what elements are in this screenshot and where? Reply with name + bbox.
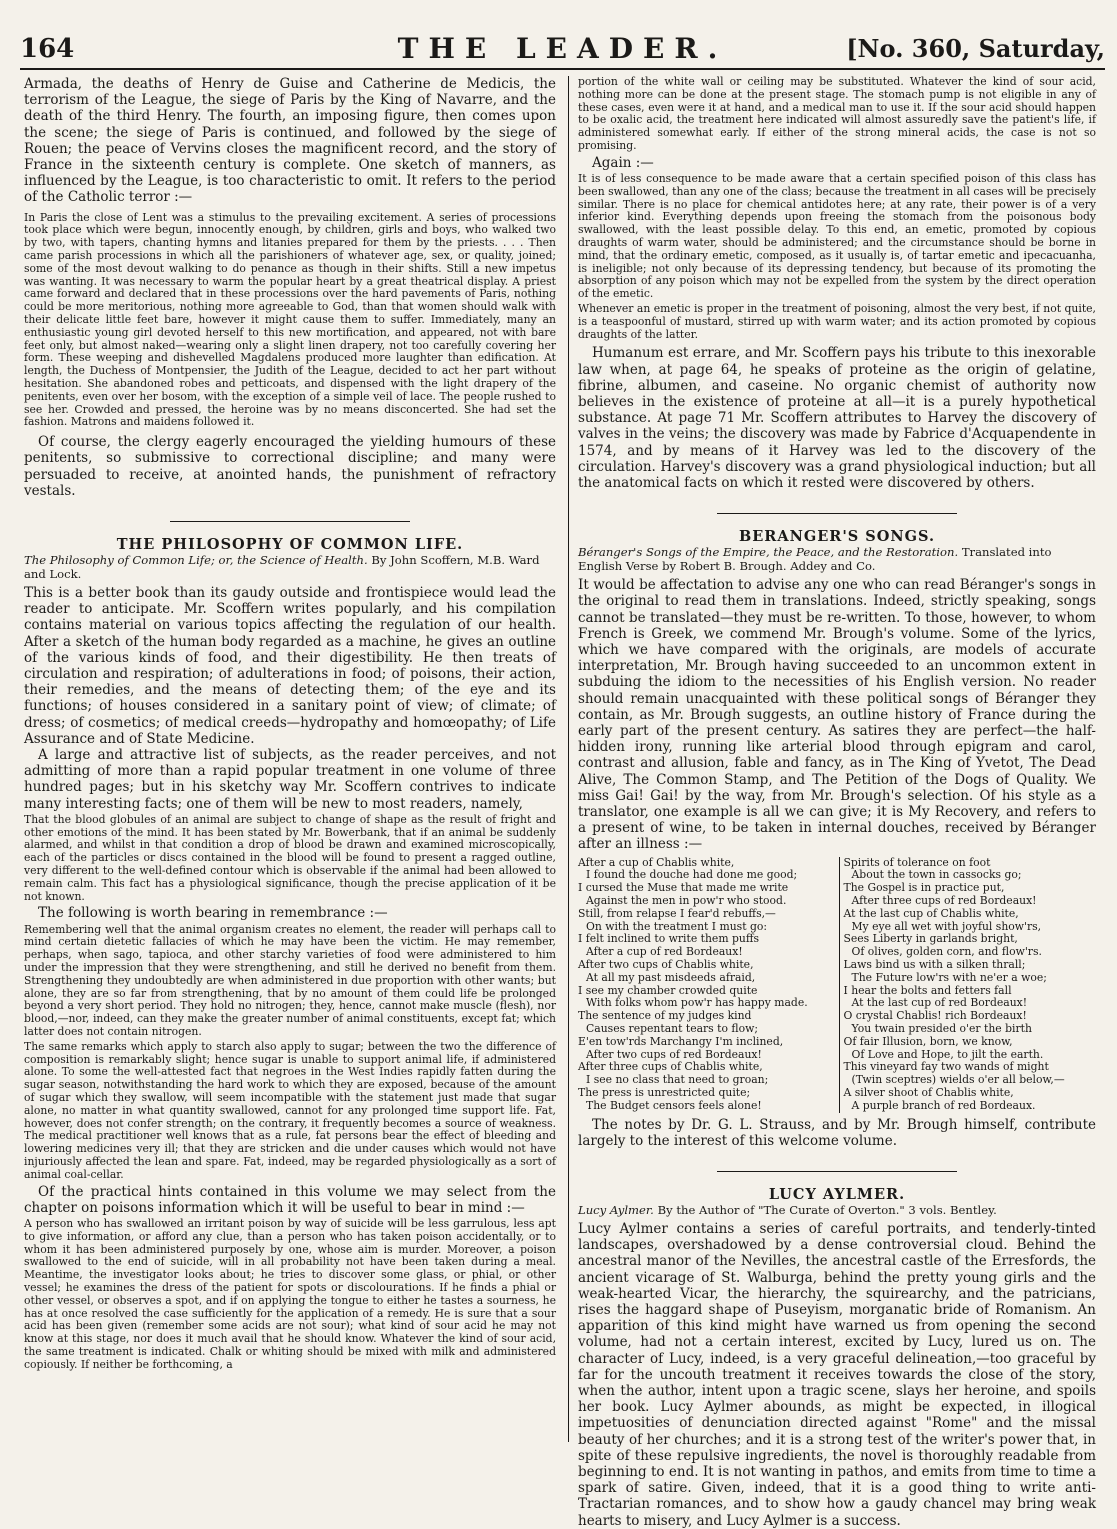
paragraph-clergy: Of course, the clergy eagerly encouraged the yielding humours of these penitents, so submissive to correctional discipline; and many were persuaded to receive, at anointed hands, the punishment of refractory vestals. xyxy=(24,434,556,499)
reference-author: By John Scoffern, M.B. Ward and Lock. xyxy=(24,552,540,581)
poem-line: A purple branch of red Bordeaux. xyxy=(851,1098,1036,1112)
poem-line: The Gospel is in practice put, xyxy=(843,881,1005,895)
poem-line: On with the treatment I must go: xyxy=(586,919,768,933)
poem-block xyxy=(578,857,1096,1113)
poem-line: Sees Liberty in garlands bright, xyxy=(843,932,1018,946)
poem-line: I felt inclined to write them puffs xyxy=(578,932,760,946)
paragraph-affectation: It would be affectation to advise any one who can read Béranger's songs in the original to read them in translations. Indeed, strictly speaking, songs cannot be translated—they must be re-written. To those, however, to whom French is Greek, we commend Mr. Brough's volume. Some of the lyrics, which we have compared with the originals, are models of accurate interpretation, Mr. Brough having succeeded to an uncommon extent in subduing the idiom to the necessities of his English version. No reader should remain unacquainted with these political songs of Béranger they contain, as Mr. Brough suggests, an outline history of France during the early part of the present century. As satires they are perfect—the half-hidden irony, running like arterial blood through epigram and carol, contrast and allusion, fable and fancy, as in The King of Yvetot, The Dead Alive, The Common Stamp, and The Petition of the Dogs of Quality. We miss Gai! Gai! by the way, from Mr. Brough's selection. Of his style as a translator, one example is all we can give; it is My Recovery, and refers to a present of wine, to be taken in internal douches, received by Béranger after an illness :— xyxy=(578,577,1096,853)
poem-line: I cursed the Muse that made me write xyxy=(578,881,789,895)
paragraph-lucy: Lucy Aylmer contains a series of careful portraits, and tenderly-tinted landscapes, overshadowed by a dense controversial cloud. Behind the ancestral manor of the Nevilles, the ancestral castle of the Erresfords, the ancient vicarage of St. Walburga, behind the pretty young girls and the weak-hearted Vicar, the hierarchy, the squirearchy, and the patricians, rises the haggard shape of Puseyism, morganatic bride of Romanism. An apparition of this kind might have warned us from opening the second volume, had not a certain interest, excited by Lucy, lured us on. The character of Lucy, indeed, is a very graceful delineation,—too graceful by far for the uncouth treatment it receives towards the close of the story, when the author, intent upon a tragic scene, slays her heroine, and spoils her book. Lucy Aylmer abounds, as might be expected, in illogical impetuosities of denunciation directed against "Rome" and the missal beauty of her churches; and it is a strong test of the writer's power that, in spite of these repulsive ingredients, the novel is thoroughly readable from beginning to end. It is not wanting in pathos, and emits from time to time a spark of satire. Given, indeed, that it is a good thing to write anti-Tractarian romances, and to show how a gaudy chancel may bring weak hearts to misery, and Lucy Aylmer is a success. xyxy=(578,1220,1096,1529)
poem-line: The Future low'rs with ne'er a woe; xyxy=(851,970,1047,984)
quote-poison: A person who has swallowed an irritant poison by way of suicide will be less garrulous, less apt to give information, or afford any clue, than a person who has taken poison accidentally, or to whom it has been administered purposely by one, whose aim is murder. Moreover, a poison swallowed to the end of suicide, will in all probability not have been taken during a meal. Meantime, the investigator looks about; he tries to discover some glass, or phial, or other vessel; he examines the dress of the patient for spots or discolourations. If he finds a phial or other vessel, or observes a spot, and if on applying the tongue to either he tastes a sourness, he has at once resolved the case sufficiently for the application of a remedy. He is sure that a sour acid has been given (remember some acids are not sour); what kind of sour acid he may not know at this stage, nor does it much avail that he should know. Whatever the kind of sour acid, the same treatment is indicated. Chalk or whiting should be mixed with milk and administered copiously. If neither be forthcoming, a xyxy=(24,1216,556,1371)
paragraph-practical: Of the practical hints contained in this volume we may select from the chapter on poisons information which it will be useful to bear in mind :— xyxy=(24,1183,556,1216)
review-reference-2 xyxy=(578,545,1096,573)
quote-portion: portion of the white wall or ceiling may be substituted. Whatever the kind of sour acid, nothing more can be done at the present stage. The stomach pump is not eligible in any of these cases, even were it at hand, and a medical man to use it. If the sour acid should happen to be oxalic acid, the treatment here indicated will almost assuredly save the patient's life, if administered somewhat early. If either of the strong mineral acids, the case is not so promising. xyxy=(578,75,1096,152)
poem-line: After two cups of red Bordeaux! xyxy=(586,1047,762,1061)
poem-line: E'en tow'rds Marchangy I'm inclined, xyxy=(578,1034,784,1048)
poem-line: About the town in cassocks go; xyxy=(851,868,1022,882)
poem-line: The press is unrestricted quite; xyxy=(578,1085,751,1099)
section-divider-3 xyxy=(717,1171,957,1172)
poem-line: Of olives, golden corn, and flow'rs. xyxy=(851,945,1042,959)
paragraph-again: Again :— xyxy=(592,154,654,171)
poem-line: The sentence of my judges kind xyxy=(578,1009,752,1023)
reference-book-title: The Philosophy of Common Life; or, the Science of Health. xyxy=(24,552,368,567)
quote-sugar: The same remarks which apply to starch also apply to sugar; between the two the difference of composition is remarkably slight; hence sugar is unable to support animal life, if administered alone. To some the well-attested fact that negroes in the West Indies rapidly fatten during the sugar season, notwithstanding the hard work to which they are exposed, because of the amount of sugar which they swallow, will seem incompatible with the statement just made that sugar alone, no matter in what quantity swallowed, cannot for any prolonged time support life. Fat, however, does not confer strength; on the contrary, it frequently becomes a source of weakness. The medical practitioner well knows that as a rule, fat persons bear the effect of bleeding and lowering medicines very ill; that they are stricken and die under causes which would not have injuriously affected the lean and spare. Fat, indeed, may be regarded physiologically as a sort of animal coal-cellar. xyxy=(24,1039,556,1181)
poem-right xyxy=(839,857,1097,1113)
poem-line: You twain presided o'er the birth xyxy=(851,1021,1032,1035)
section-title-lucy: LUCY AYLMER. xyxy=(768,1185,906,1203)
poem-line: Laws bind us with a silken thrall; xyxy=(843,958,1026,971)
paragraph-armada: Armada, the deaths of Henry de Guise and Catherine de Medicis, the terrorism of the League, the siege of Paris by the King of Navarre, and the death of the third Henry. The fourth, an imposing figure, then comes upon the scene; the siege of Paris is continued, and followed by the siege of Rouen; the peace of Vervins closes the magnificent record, and the story of France in the sixteenth century is complete. One sketch of manners, as influenced by the League, is too characteristic to omit. It refers to the period of the Catholic terror :— xyxy=(24,76,556,206)
poem-line: I found the douche had done me good; xyxy=(586,868,798,882)
review-reference xyxy=(24,553,556,581)
reference-book-title-3: Lucy Aylmer. xyxy=(578,1202,654,1217)
paragraph-humanum: Humanum est errare, and Mr. Scoffern pays his tribute to this inexorable law when, at page 64, he speaks of proteine as the origin of gelatine, fibrine, albumen, and caseine. No organic chemist of authority now believes in the existence of proteine at all—it is a purely hypothetical substance. At page 71 Mr. Scoffern attributes to Harvey the discovery of valves in the veins; the discovery was made by Fabrice d'Acquapendente in 1574, and by means of it Harvey was led to the discovery of the circulation. Harvey's discovery was a grand physiological induction; but all the anatomical facts on which it rested were discovered by others. xyxy=(578,345,1096,491)
quote-blood: That the blood globules of an animal are subject to change of shape as the result of fright and other emotions of the mind. It has been stated by Mr. Bowerbank, that if an animal be suddenly alarmed, and whilst in that condition a drop of blood be drawn and examined microscopically, each of the particles or discs contained in the blood will be found to present a ragged outline, very different to the well-defined contour which is observable if the animal had been allowed to remain calm. This fact has a physiological significance, though the precise application of it be not known. xyxy=(24,812,556,903)
paragraph-this: This is a better book than its gaudy outside and frontispiece would lead the reader to anticipate. Mr. Scoffern writes popularly, and his compilation contains material on various topics affecting the regulation of our health. After a sketch of the human body regarded as a machine, he gives an outline of the various kinds of food, and their digestibility. He then treats of circulation and respiration; of adulterations in food; of poisons, their action, their remedies, and the means of detecting them; of the eye and its functions; of houses considered in a sanitary point of view; of climate; of dress; of cosmetics; of medical creeds—hydropathy and homœopathy; of Life Assurance and of State Medicine. xyxy=(24,584,556,747)
poem-line: This vineyard fay two wands of might xyxy=(843,1060,1049,1074)
reference-rest-3: By the Author of "The Curate of Overton." 3 vols. Bentley. xyxy=(657,1202,997,1217)
right-column xyxy=(578,75,1096,1529)
section-title-beranger: BERANGER'S SONGS. xyxy=(738,528,936,546)
poem-line: Against the men in pow'r who stood. xyxy=(586,894,787,908)
poem-line: Still, from relapse I fear'd rebuffs,— xyxy=(578,906,776,920)
left-column xyxy=(24,76,556,1441)
poem-line: After a cup of Chablis white, xyxy=(578,855,735,869)
poem-line: O crystal Chablis! rich Bordeaux! xyxy=(843,1009,1027,1023)
page-number: 164 xyxy=(20,34,75,64)
section-title-philosophy: THE PHILOSOPHY OF COMMON LIFE. xyxy=(116,535,464,553)
issue-label: [No. 360, Saturday, xyxy=(846,34,1105,63)
quote-emetic-1: It is of less consequence to be made aware that a certain specified poison of this class has been swallowed, than any one of the class; because the treatment in all cases will be precisely similar. There is no place for chemical antidotes here; at any rate, their power is of a very inferior kind. Everything depends upon freeing the stomach from the poisonous body swallowed, with the least possible delay. To this end, an emetic, promoted by copious draughts of warm water, should be administered; and the circumstance should be borne in mind, that the ordinary emetic, composed, as it usually is, of tartar emetic and ipecacuanha, is ineligible; not only because of its depressing tendency, but because of its promoting the absorption of any poison which may not be expelled from the system by the direct operation of the emetic. xyxy=(578,171,1096,301)
quote-remember: Remembering well that the animal organism creates no element, the reader will perhaps call to mind certain dietetic fallacies of which he may have been the victim. He may remember, perhaps, when sago, tapioca, and other starchy varieties of food were administered to him under the impression that they were strengthening, and still he derived no benefit from them. Strengthening they undoubtedly are when administered in due proportion with other wants; but alone, they are so far from strengthening, that by no amount of them could life be prolonged beyond a very short period. They hold no nitrogen; they, hence, cannot make muscle (flesh), nor blood,—nor, indeed, can they make the greater number of animal constituents, except fat; which latter does not contain nitrogen. xyxy=(24,922,556,1038)
reference-book-title-2: Béranger's Songs of the Empire, the Peace, and the Restoration. xyxy=(578,545,959,560)
section-divider xyxy=(170,521,410,522)
poem-line: After a cup of red Bordeaux! xyxy=(586,945,743,959)
poem-line: Causes repentant tears to flow; xyxy=(586,1021,759,1035)
poem-line: After three cups of red Bordeaux! xyxy=(851,894,1037,908)
quote-lent: In Paris the close of Lent was a stimulus to the prevailing excitement. A series of processions took place which were begun, innocently enough, by children, girls and boys, who walked two by two, with tapers, chanting hymns and litanies prepared for them by the priests. . . . Then came parish processions in which all the parishioners of whatever age, sex, or quality, joined; some of the most devout walking to do penance as though in their shifts. Still a new impetus was wanting. It was necessary to warm the popular heart by a great theatrical display. A priest came forward and declared that in these processions over the hard pavements of Paris, nothing could be more meritorious, nothing more agreeable to God, than that women should walk with their delicate little feet bare, however it might cause them to suffer. Immediately, many an enthusiastic young girl devoted herself to this new mortification, and appeared, not with bare feet only, but almost naked—wearing only a slight linen drapery, not too carefully covering her form. These weeping and dishevelled Magdalens produced more laughter than edification. At length, the Duchess of Montpensier, the Judith of the League, decided to act her part without hesitation. She abandoned robes and petticoats, and dispensed with the light drapery of the penitents, even over her bosom, with the exception of a simple veil of lace. The people rushed to see her. Crowded and pressed, the heroine was by no means disconcerted. She had set the fashion. Matrons and maidens followed it. xyxy=(24,210,556,429)
poem-line: I see my chamber crowded quite xyxy=(578,983,758,997)
page-header xyxy=(20,30,1105,70)
section-divider-2 xyxy=(717,513,957,514)
poem-line: I see no class that need to groan; xyxy=(586,1073,769,1087)
reference-rest-2: Translated into English Verse by Robert B. Brough. Addey and Co. xyxy=(578,545,1052,574)
poem-line: Spirits of tolerance on foot xyxy=(843,855,991,869)
poem-line: A silver shoot of Chablis white, xyxy=(843,1085,1014,1099)
poem-line: After two cups of Chablis white, xyxy=(578,958,754,971)
poem-line: At the last cup of Chablis white, xyxy=(843,906,1019,920)
poem-line: My eye all wet with joyful show'rs, xyxy=(851,919,1042,933)
poem-left xyxy=(578,857,831,1113)
masthead-title: THE LEADER. xyxy=(397,32,728,65)
paragraph-large: A large and attractive list of subjects, as the reader perceives, and not admitting of more than a rapid popular treatment in one volume of three hundred pages; but in his sketchy way Mr. Scoffern contrives to indicate many interesting facts; one of them will be new to most readers, namely, xyxy=(24,747,556,812)
poem-line: At the last cup of red Bordeaux! xyxy=(851,996,1028,1010)
poem-line: I hear the bolts and fetters fall xyxy=(843,983,1012,997)
poem-line: With folks whom pow'r has happy made. xyxy=(586,996,808,1010)
poem-line: After three cups of Chablis white, xyxy=(578,1060,763,1074)
review-reference-3 xyxy=(578,1203,1096,1217)
quote-emetic-2: Whenever an emetic is proper in the treatment of poisoning, almost the very best, if not quite, is a teaspoonful of mustard, stirred up with warm water; and its action promoted by copious draughts of the latter. xyxy=(578,301,1096,341)
poem-line: The Budget censors feels alone! xyxy=(586,1098,762,1112)
poem-line: At all my past misdeeds afraid, xyxy=(586,970,756,984)
poem-line: Of fair Illusion, born, we know, xyxy=(843,1034,1013,1048)
column-rule xyxy=(568,76,569,1442)
poem-line: (Twin sceptres) wields o'er all below,— xyxy=(851,1073,1065,1087)
poem-line: Of Love and Hope, to jilt the earth. xyxy=(851,1047,1044,1061)
paragraph-following: The following is worth bearing in remembrance :— xyxy=(38,905,388,922)
paragraph-notes: The notes by Dr. G. L. Strauss, and by Mr. Brough himself, contribute largely to the interest of this welcome volume. xyxy=(578,1116,1096,1149)
